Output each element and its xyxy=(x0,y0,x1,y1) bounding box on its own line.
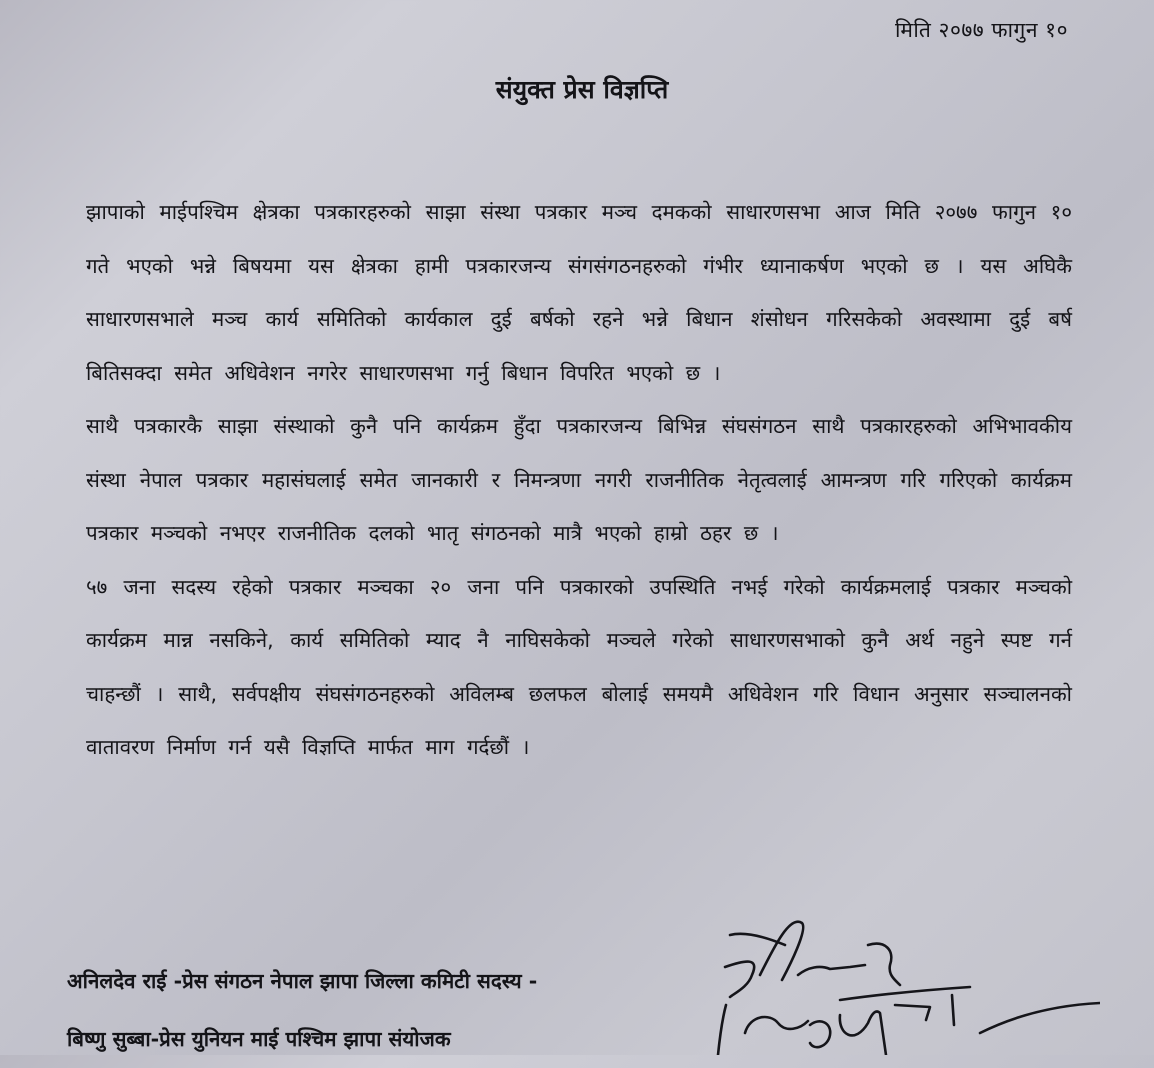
paragraph-2: साथै पत्रकारकै साझा संस्थाको कुनै पनि कार्यक्रम हुँदा पत्रकारजन्य बिभिन्न संघसंगठन साथै पत्रकारहरुको अभिभावकीय संस्था नेपाल पत्रकार महासंघलाई समेत जानकारी र निमन्त्रणा नगरी राजनीतिक नेतृत्वलाई आमन्त्रण गरि गरिएको कार्यक्रम पत्रकार मञ्चको नभएर राजनीतिक दलको भातृ संगठनको मात्रै भएको हाम्रो ठहर छ । xyxy=(86,414,1072,545)
signatories-block xyxy=(67,952,537,1068)
document-title: संयुक्त प्रेस विज्ञप्ति xyxy=(495,75,669,104)
signatory-2: बिष्णु सुब्बा-प्रेस युनियन माई पश्चिम झापा संयोजक xyxy=(67,1027,451,1051)
date-line: मिति २०७७ फागुन १० xyxy=(894,18,1068,42)
handwritten-signature-icon xyxy=(690,905,1100,1055)
document-body xyxy=(86,186,1072,775)
signatory-1: अनिलदेव राई -प्रेस संगठन नेपाल झापा जिल्ला कमिटी सदस्य - xyxy=(67,969,538,993)
paragraph-3: ५७ जना सदस्य रहेको पत्रकार मञ्चका २० जना पनि पत्रकारको उपस्थिति नभई गरेको कार्यक्रमलाई पत्रकार मञ्चको कार्यक्रम मान्न नसकिने, कार्य समितिको म्याद नै नाघिसकेको मञ्चले गरेको साधारणसभाको कुनै अर्थ नहुने स्पष्ट गर्न चाहन्छौं । साथै, सर्वपक्षीय संघसंगठनहरुको अविलम्ब छलफल बोलाई समयमै अधिवेशन गरि विधान अनुसार सञ्चालनको वातावरण निर्माण गर्न यसै विज्ञप्ति मार्फत माग गर्दछौं । xyxy=(86,574,1072,759)
paragraph-1: झापाको माईपश्चिम क्षेत्रका पत्रकारहरुको साझा संस्था पत्रकार मञ्च दमकको साधारणसभा आज मिति २०७७ फागुन १० गते भएको भन्ने बिषयमा यस क्षेत्रका हामी पत्रकारजन्य संगसंगठनहरुको गंभीर ध्यानाकर्षण भएको छ । यस अघिकै साधारणसभाले मञ्च कार्य समितिको कार्यकाल दुई बर्षको रहने भन्ने बिधान शंसोधन गरिसकेको अवस्थामा दुई बर्ष बितिसक्दा समेत अधिवेशन नगरेर साधारणसभा गर्नु बिधान विपरित भएको छ । xyxy=(86,200,1072,385)
